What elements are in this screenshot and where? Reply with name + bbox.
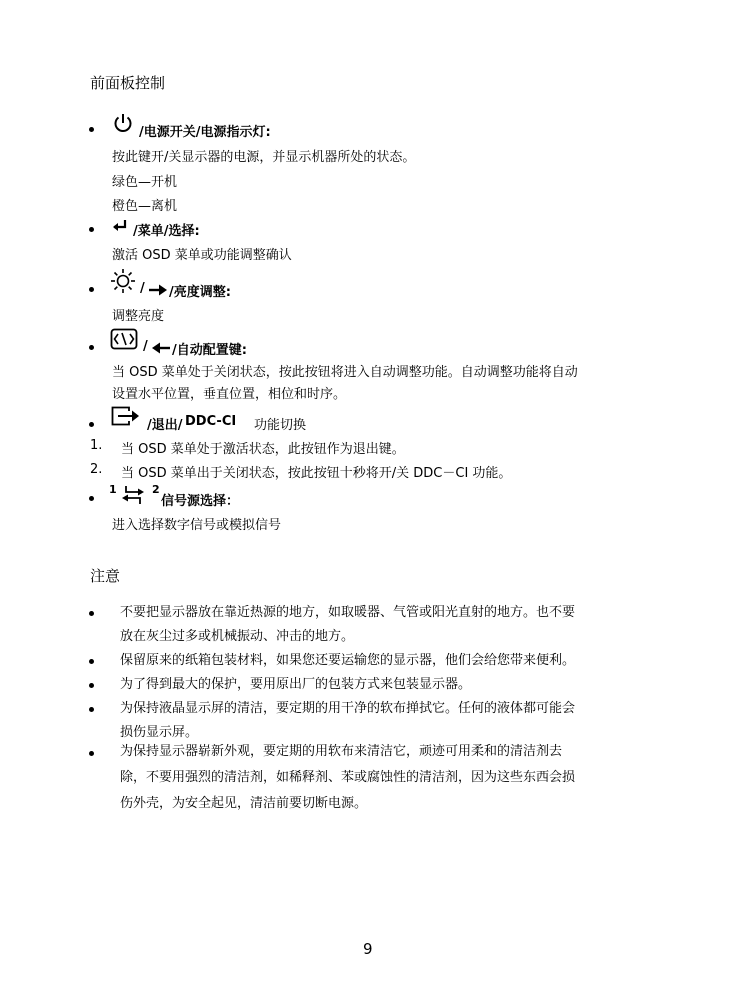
arrow-right-icon: [148, 283, 168, 297]
menu-desc: 激活 OSD 菜单或功能调整确认: [112, 248, 292, 263]
auto-label: /自动配置键:: [172, 343, 247, 358]
input-label: 信号源选择：: [161, 494, 240, 509]
bullet: [88, 286, 96, 294]
arrow-left-icon: [151, 341, 171, 355]
bullet: [88, 610, 96, 618]
brightness-label: /亮度调整:: [169, 285, 231, 300]
exit-label-prefix: /退出/: [147, 418, 183, 433]
bullet: [88, 226, 96, 234]
bullet: [88, 706, 96, 714]
menu-label: /菜单/选择:: [133, 224, 200, 239]
auto-desc-line2: 设置水平位置，垂直位置，相位和时序。: [112, 387, 347, 402]
section-title-controls: 前面板控制: [90, 74, 166, 92]
section-title-notes: 注意: [90, 567, 121, 585]
auto-desc-line1: 当 OSD 菜单处于关闭状态，按此按钮将进入自动调整功能。自动调整功能将自动: [112, 365, 578, 380]
exit-label-bold: DDC-CI: [185, 414, 237, 429]
numbered-marker: 2.: [90, 462, 103, 477]
note-item-2: 保留原来的纸箱包装材料，如果您还要运输您的显示器，他们会给您带来便利。: [120, 653, 576, 668]
input-switch-num1: 1: [109, 483, 117, 496]
enter-icon: [110, 218, 130, 234]
page-number: 9: [363, 940, 373, 958]
exit-label-suffix: 功能切换: [254, 418, 307, 433]
note-item-3: 为了得到最大的保护，要用原出厂的包装方式来包装显示器。: [120, 677, 472, 692]
exit-numbered-2: 当 OSD 菜单出于关闭状态，按此按钮十秒将开/关 DDC－CI 功能。: [121, 466, 512, 481]
bullet: [88, 495, 96, 503]
note-item-5: 为保持显示器崭新外观，要定期的用软布来清洁它，顽迹可用柔和的清洁剂去 除，不要用强烈的清洁剂，如稀释剂、苯或腐蚀性的清洁剂，因为这些东西会损 伤外壳，为安全起见，清洁前要切断电源。: [120, 744, 576, 811]
brightness-desc: 调整亮度: [112, 309, 165, 324]
bullet: [88, 750, 96, 758]
numbered-marker: 1.: [90, 438, 103, 453]
brightness-sep: /: [140, 281, 145, 296]
power-orange: 橙色—离机: [112, 199, 178, 214]
power-green: 绿色—开机: [112, 175, 178, 190]
exit-numbered-1: 当 OSD 菜单处于激活状态，此按钮作为退出键。: [121, 442, 405, 457]
exit-icon: [110, 405, 142, 427]
bullet: [88, 344, 96, 352]
bullet: [88, 658, 96, 666]
bullet: [88, 421, 96, 429]
power-desc: 按此键开/关显示器的电源，并显示机器所处的状态。: [112, 150, 416, 165]
input-desc: 进入选择数字信号或模拟信号: [112, 518, 282, 533]
bullet: [88, 682, 96, 690]
bullet: [88, 126, 96, 134]
note-item-4: 为保持液晶显示屏的清洁，要定期的用干净的软布掸拭它。任何的液体都可能会 损伤显示屏。: [120, 701, 576, 740]
auto-adjust-icon: [110, 328, 138, 350]
input-switch-num2: 2: [152, 483, 160, 496]
power-icon: [112, 112, 134, 134]
brightness-icon: [110, 268, 136, 294]
note-item-1: 不要把显示器放在靠近热源的地方，如取暖器、气管或阳光直射的地方。也不要 放在灰尘过多或机械振动、冲击的地方。: [120, 605, 576, 644]
input-switch-icon: [117, 484, 149, 506]
auto-sep: /: [143, 339, 148, 354]
power-label: /电源开关/电源指示灯:: [139, 125, 271, 140]
